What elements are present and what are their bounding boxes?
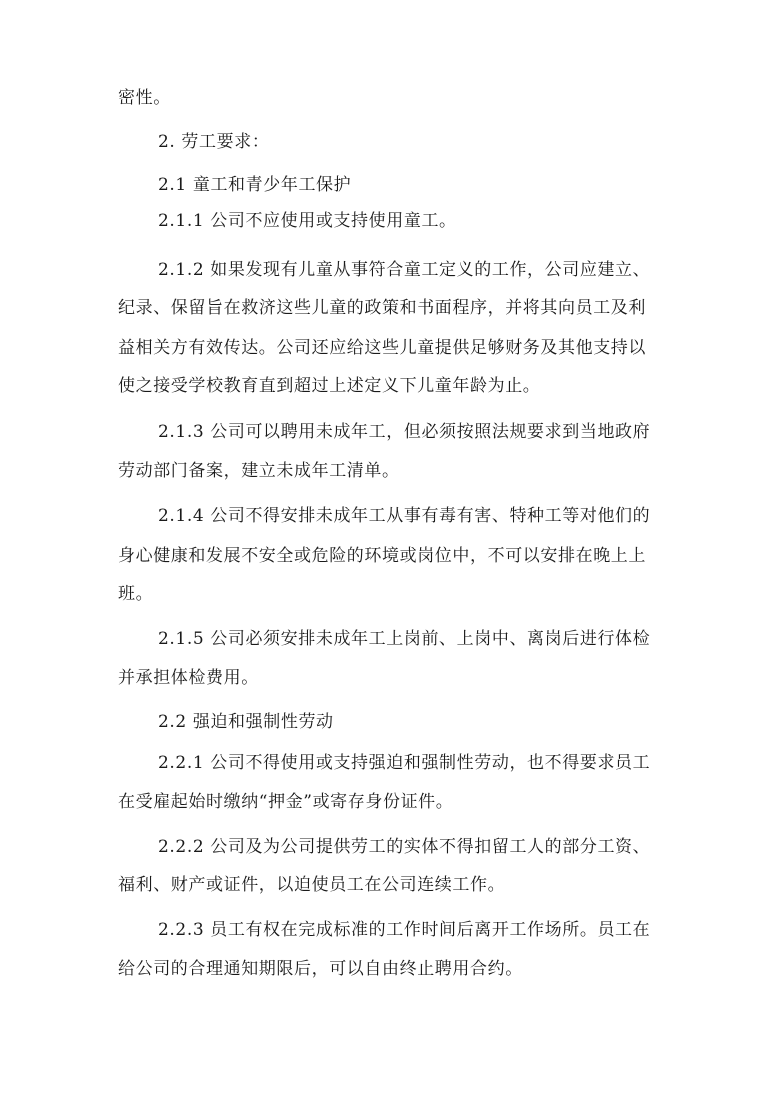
text-line: 纪录、保留旨在救济这些儿童的政策和书面程序，并将其向员工及利 [118,298,646,318]
text-line: 身心健康和发展不安全或危险的环境或岗位中，不可以安排在晚上上 [118,546,646,566]
text-line: 给公司的合理通知期限后，可以自由终止聘用合约。 [118,959,523,979]
text-line: 并承担体检费用。 [118,668,259,688]
clause-line: 2.1.2 如果发现有儿童从事符合童工定义的工作，公司应建立、 [158,260,651,280]
text-line: 劳动部门备案，建立未成年工清单。 [118,461,400,481]
clause-line: 2.1.1 公司不应使用或支持使用童工。 [158,211,457,231]
clause-line: 2.1.3 公司可以聘用未成年工，但必须按照法规要求到当地政府 [158,422,651,442]
text-line: 益相关方有效传达。公司还应给这些儿童提供足够财务及其他支持以 [118,338,646,358]
text-line: 在受雇起始时缴纳“押金”或寄存身份证件。 [118,792,454,812]
text-line: 班。 [118,584,154,604]
text-line: 密性。 [118,88,171,108]
clause-line: 2.2.3 员工有权在完成标准的工作时间后离开工作场所。员工在 [158,920,651,940]
clause-line: 2.2.2 公司及为公司提供劳工的实体不得扣留工人的部分工资、 [158,837,651,857]
subsection-heading: 2.2 强迫和强制性劳动 [158,712,334,732]
clause-line: 2.2.1 公司不得使用或支持强迫和强制性劳动，也不得要求员工 [158,753,651,773]
text-line: 使之接受学校教育直到超过上述定义下儿童年龄为止。 [118,376,541,396]
clause-line: 2.1.4 公司不得安排未成年工从事有毒有害、特种工等对他们的 [158,506,651,526]
section-heading: 2. 劳工要求： [158,132,270,152]
text-line: 福利、财产或证件，以迫使员工在公司连续工作。 [118,875,506,895]
clause-line: 2.1.5 公司必须安排未成年工上岗前、上岗中、离岗后进行体检 [158,629,651,649]
subsection-heading: 2.1 童工和青少年工保护 [158,175,352,195]
